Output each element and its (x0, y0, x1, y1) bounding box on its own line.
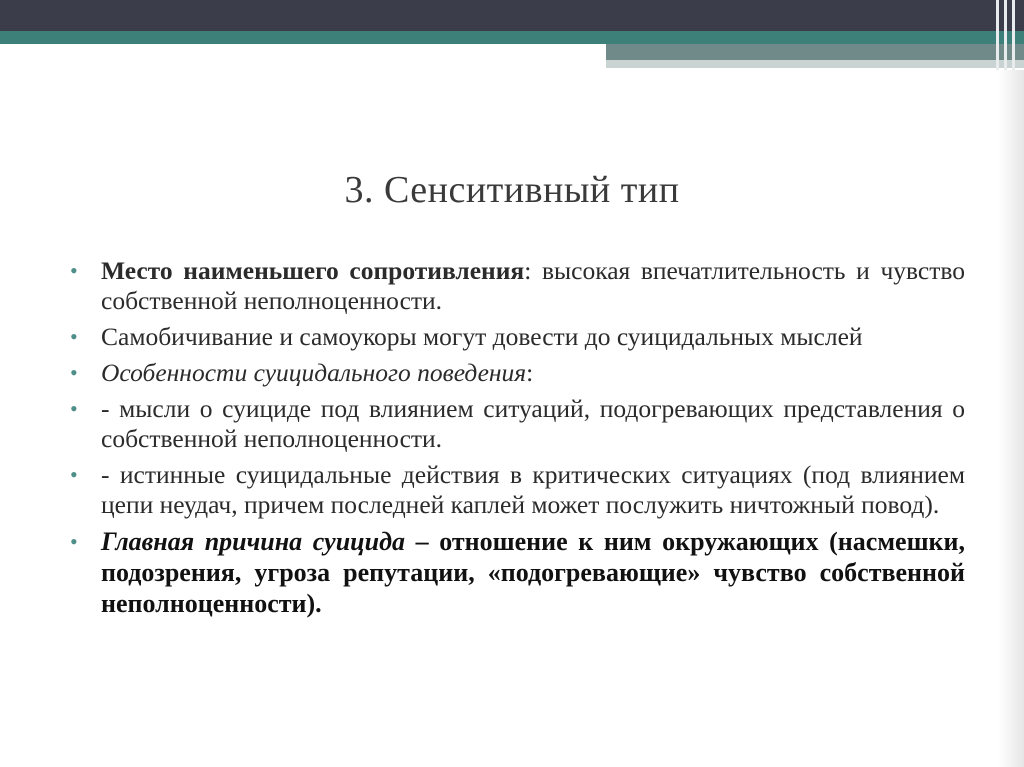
header-stripe (1004, 0, 1007, 70)
list-item (68, 394, 965, 454)
item-label: Место наименьшего сопротивления (101, 256, 525, 285)
bullet-icon: • (70, 396, 78, 421)
bullet-icon: • (70, 462, 78, 487)
header-light-bar (606, 44, 1024, 60)
header-light-inner-bar (606, 60, 1024, 68)
list-item (68, 526, 965, 619)
item-text: : (526, 358, 534, 387)
item-text: Самобичивание и самоукоры могут довести до суицидальных мыслей (101, 322, 863, 351)
item-label: Особенности суицидального поведения (101, 358, 527, 387)
list-item (68, 322, 965, 352)
item-text: : высокая впечатлительность и чувство собственной неполноценности. (101, 256, 965, 315)
slide-title: 3. Сенситивный тип (344, 169, 680, 211)
list-item (68, 460, 965, 520)
bullet-list (68, 256, 965, 625)
header-stripe (996, 0, 999, 70)
header-stripe (1012, 0, 1015, 70)
bullet-icon: • (70, 360, 78, 385)
header-dark-bar (0, 0, 1024, 31)
list-item (68, 256, 965, 316)
bullet-icon: • (70, 258, 78, 283)
bullet-icon: • (70, 529, 78, 554)
item-text: – отношение к ним окружающих (насмешки, подозрения, угроза репутации, «подогревающие» чувство собственной неполноценности). (101, 527, 965, 618)
bullet-icon: • (70, 324, 78, 349)
item-text: - мысли о суициде под влиянием ситуаций, подогревающих представления о собственной неполноценности. (101, 394, 965, 453)
item-text: - истинные суицидальные действия в критических ситуациях (под влиянием цепи неудач, причем последней каплей может послужить ничтожный повод). (101, 460, 965, 519)
header-teal-bar (0, 31, 1024, 44)
item-label: Главная причина суицида (101, 527, 405, 556)
list-item (68, 358, 965, 388)
